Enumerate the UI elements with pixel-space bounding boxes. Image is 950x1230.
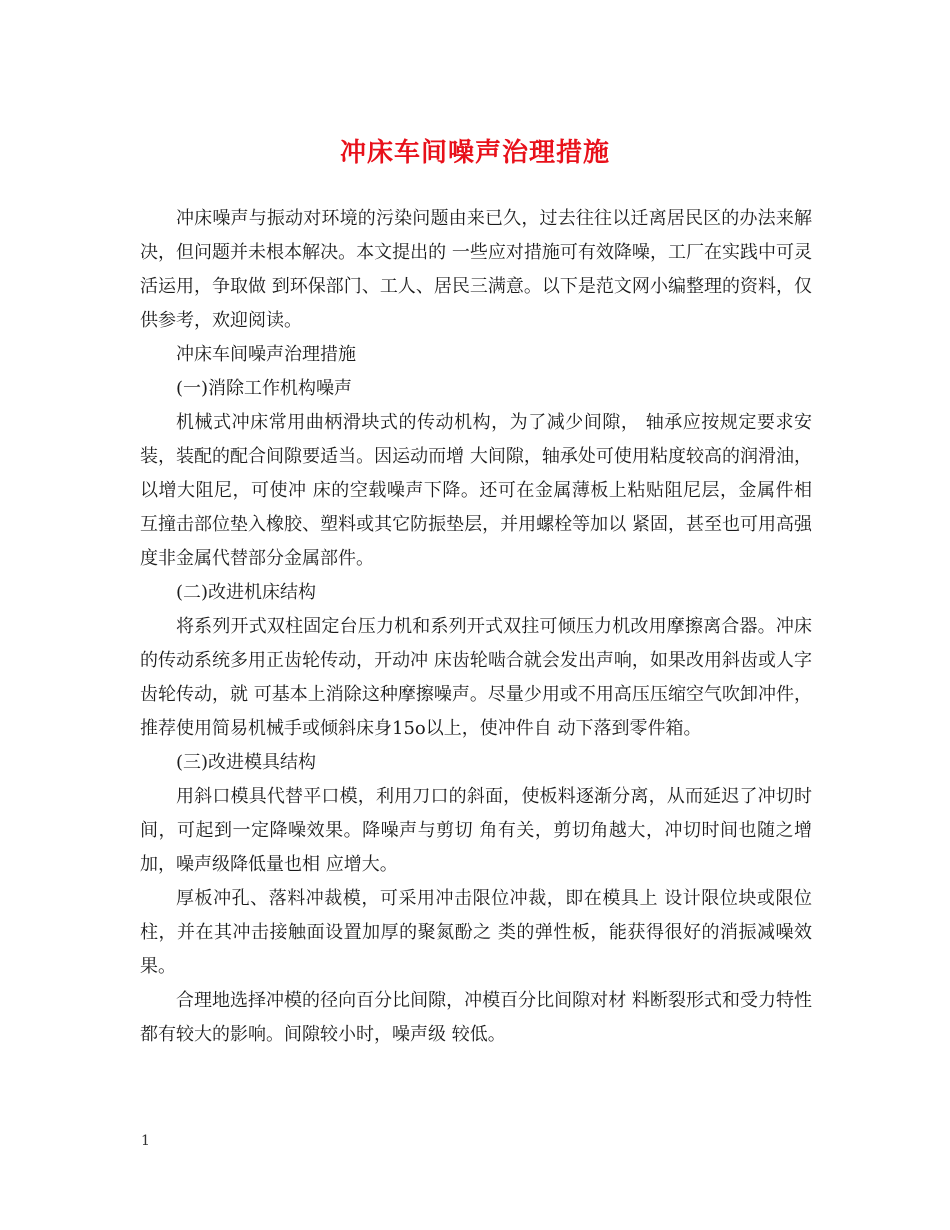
section-heading-main: 冲床车间噪声治理措施: [176, 344, 356, 365]
section-heading-2: (二)改进机床结构: [176, 582, 317, 603]
page-number: 1: [141, 1133, 150, 1149]
intro-paragraph: 冲床噪声与振动对环境的污染问题由来已久，过去往往以迁离居民区的办法来解决，但问题并未根本解决。本文提出的 一些应对措施可有效降噪，工厂在实践中可灵活运用，争取做 到环保部门、工人、居民三满意。以下是范文网小编整理的资料，仅供参考，欢迎阅读。: [140, 208, 812, 331]
paragraph-die-3: 合理地选择冲模的径向百分比间隙，冲模百分比间隙对材 料断裂形式和受力特性都有较大的影响。间隙较小时，噪声级 较低。: [140, 990, 812, 1045]
document-title: 冲床车间噪声治理措施: [339, 138, 610, 168]
paragraph-die-1: 用斜口模具代替平口模，利用刀口的斜面，使板料逐渐分离，从而延迟了冲切时间，可起到一定降噪效果。降噪声与剪切 角有关，剪切角越大，冲切时间也随之增加，噪声级降低量也相 应增大。: [140, 786, 812, 875]
section-heading-3: (三)改进模具结构: [176, 752, 317, 773]
document-body: [140, 202, 812, 1052]
paragraph-die-2: 厚板冲孔、落料冲裁模，可采用冲击限位冲裁，即在模具上 设计限位块或限位柱，并在其冲击接触面设置加厚的聚氮酚之 类的弹性板，能获得很好的消振减噪效果。: [140, 888, 812, 977]
section-heading-1: (一)消除工作机构噪声: [176, 378, 353, 399]
paragraph-structure: 将系列开式双柱固定台压力机和系列开式双拄可倾压力机改用摩擦离合器。冲床的传动系统多用正齿轮传动，开动冲 床齿轮啮合就会发出声响，如果改用斜齿或人字齿轮传动，就 可基本上消除这种摩擦噪声。尽量少用或不用高压压缩空气吹卸冲件，推荐使用简易机械手或倾斜床身15o以上，使冲件自 动下落到零件箱。: [140, 616, 812, 739]
paragraph-mechanism: 机械式冲床常用曲柄滑块式的传动机构，为了减少间隙， 轴承应按规定要求安装，装配的配合间隙要适当。因运动而增 大间隙，轴承处可使用粘度较高的润滑油，以增大阻尼，可使冲 床的空载噪声下降。还可在金属薄板上粘贴阻尼层，金属件相 互撞击部位垫入橡胶、塑料或其它防振垫层，并用螺栓等加以 紧固，甚至也可用高强度非金属代替部分金属部件。: [140, 412, 812, 569]
